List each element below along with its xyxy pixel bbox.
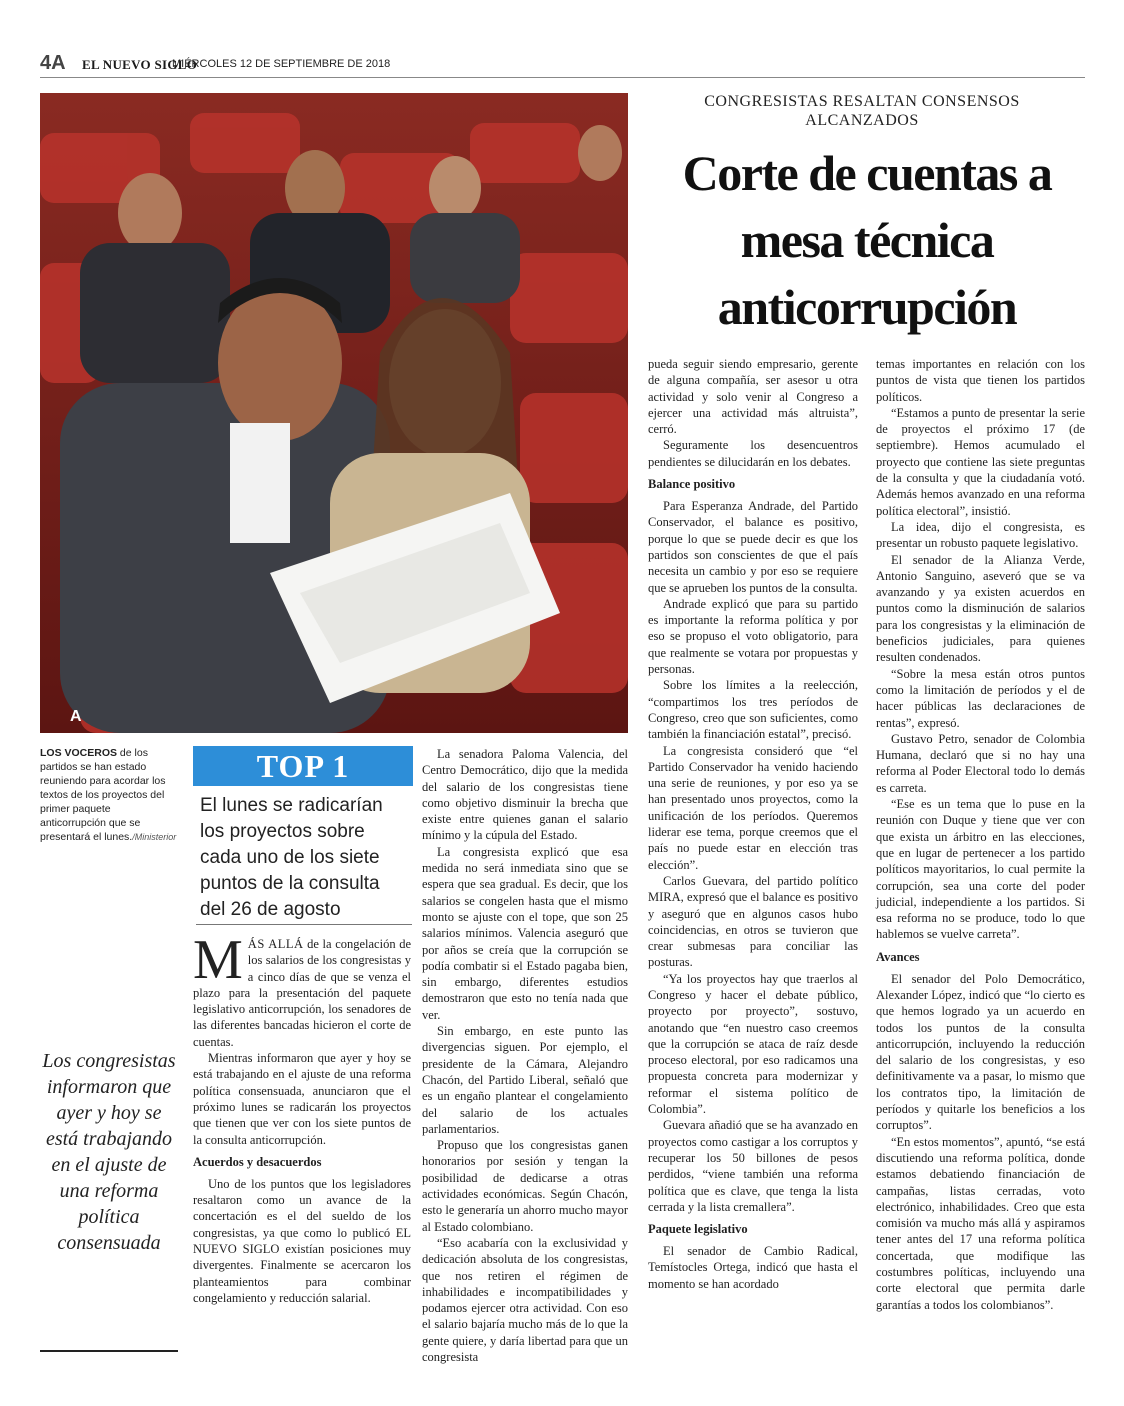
paragraph: Gustavo Petro, senador de Colombia Humana, declaró que si no hay una reforma al Poder Electoral todo lo demás es carreta. — [876, 731, 1085, 795]
top1-rule — [196, 924, 412, 925]
photo-illustration — [40, 93, 628, 733]
paragraph: El senador del Polo Democrático, Alexander López, indicó que “lo cierto es que hemos logrado ya un acuerdo en todos los puntos de la consulta anticorrupción, incluyendo la reducción del salario de los congresistas, y eso definitivamente va a pasar, lo mismo que los contratos tipo, la limitación de períodos y quitarle los beneficios a los corruptos”. — [876, 971, 1085, 1133]
paragraph: La senadora Paloma Valencia, del Centro Democrático, dijo que la medida del salario de los congresistas tiene como objetivo disminuir la brecha que existe entre quienes ganan el salario mínimo y la cúpula del Estado. — [422, 747, 628, 843]
lead-caps: ÁS ALLÁ — [247, 937, 304, 951]
paragraph: La congresista consideró que “el Partido Conservador ha venido haciendo una serie de reuniones, y por eso ya se han presentado unos proyectos, como la unificación de los períodos. Queremos liderar ese tema, porque creemos que el país no puede estar en elección tras elección”. — [648, 743, 858, 872]
subhead-paquete: Paquete legislativo — [648, 1222, 748, 1237]
paragraph: Uno de los puntos que los legisladores resaltaron como un avance de la concertación es el del sueldo de los congresistas, ya que como lo publicó EL NUEVO SIGLO existían posiciones muy divergentes. Finalmente se acercaron los planteamientos para combinar congelamiento y reducción salarial. — [193, 1176, 411, 1305]
paragraph: “Ya los proyectos hay que traerlos al Congreso y hacer el debate público, proyecto por proyecto”, sostuvo, anotando que “en nuestro caso creemos que la corrupción se ataca de raíz desde proceso electoral, por eso radicamos una propuesta concreta para modernizar y reformar el sistema político de Colombia”. — [648, 971, 858, 1117]
subhead-avances: Avances — [876, 949, 920, 964]
paragraph: El senador de la Alianza Verde, Antonio Sanguino, aseveró que se va avanzando y ya existen acuerdos en puntos como la disminución de salarios para los congresistas y la eliminación de beneficios judiciales, para quienes resulten condenados. — [876, 552, 1085, 665]
paragraph: Seguramente los desencuentros pendientes se dilucidarán en los debates. — [648, 438, 858, 469]
paragraph: “Estamos a punto de presentar la serie de proyectos el próximo 17 (de septiembre). Hemos acumulado el proyecto que contiene las siete preguntas de la consulta y que la ciudadanía votó. Además hemos avanzado en una reforma política electoral”, insistió. — [876, 405, 1085, 518]
lead-text: de la congelación de los salarios de los congresistas y a cinco días de que se venza el plazo para la presentación del paquete legislativo anticorrupción, los senadores de las diferentes bancadas hicieron el corte de cuentas. — [193, 937, 411, 1049]
paragraph: pueda seguir siendo empresario, gerente de alguna compañía, ser asesor u otra actividad y solo venir al Congreso a ejercer una actividad más altruista”, cerró. — [648, 357, 858, 437]
article-headline: Corte de cuentas a mesa técnica anticorrupción — [682, 145, 1052, 335]
top1-label: TOP 1 — [193, 746, 413, 786]
article-column-1 — [193, 929, 411, 1306]
lead-paragraph — [193, 929, 411, 1050]
masthead: EL NUEVO SIGLO — [82, 57, 198, 72]
paragraph: temas importantes en relación con los puntos de vista que tienen los partidos políticos. — [876, 357, 1085, 404]
photo-caption — [40, 746, 178, 844]
paragraph: El senador de Cambio Radical, Temístocles Ortega, indicó que hasta el momento se han acordado — [648, 1244, 858, 1291]
caption-text: de los partidos se han estado reuniendo para acordar los textos de los proyectos del primer paquete anticorrupción que se presentará el lunes. — [40, 747, 166, 843]
article-kicker: CONGRESISTAS RESALTAN CONSENSOS ALCANZADOS — [704, 93, 1020, 129]
photo-credit: /Ministerior — [132, 832, 177, 842]
paragraph: La idea, dijo el congresista, es presentar un robusto paquete legislativo. — [876, 519, 1085, 551]
paragraph: La congresista explicó que esa medida no será inmediata sino que se espera que sea gradual. Es decir, que los salarios se congelen hasta que el mismo monto se ajuste con el tope, que son 25 salarios mínimos. Valencia aseguró que por años se creía que la corrupción se podía combatir si el Estado pagaba bien, sin embargo, diferentes estudios demostraron que esto no tenía nada que ver. — [422, 844, 628, 1022]
article-column-3 — [648, 356, 858, 1292]
paragraph: Sobre los límites a la reelección, “compartimos los tres períodos de Congreso, creo que son suficientes, como también la financiación estatal”, precisó. — [648, 678, 858, 742]
paragraph: Andrade explicó que para su partido es importante la reforma política y por eso se propuso el voto obligatorio, para que realmente se votara por propuestas y personas. — [648, 596, 858, 677]
svg-text:A: A — [70, 708, 82, 725]
paragraph: Guevara añadió que se ha avanzado en proyectos como castigar a los corruptos y recuperar los 50 billones de pesos perdidos, “viene también una reforma política que es clave, que tenga la lista cerrada y la lista cremallera”. — [648, 1118, 858, 1214]
paragraph: “Ese es un tema que lo puse en la reunión con Duque y tiene que ver con que exista un árbitro en las elecciones, que en lugar de pertenecer a los partido políticos mayoritarios, lo cual permite la corrupción, sea una corte del poder judicial, independiente a los partidos. Si esa reforma no se produce, todo lo que hablemos se vuelve carreta”. — [876, 797, 1085, 942]
top1-text: El lunes se radicarían los proyectos sobre cada uno de los siete puntos de la consulta del 26 de agosto — [200, 795, 383, 920]
subhead-acuerdos: Acuerdos y desacuerdos — [193, 1154, 322, 1169]
article-column-4 — [876, 356, 1085, 1313]
pull-quote: Los congresistas informaron que ayer y hoy se está trabajando en el ajuste de una reforma política consensuada — [42, 1050, 176, 1254]
paragraph: “En estos momentos”, apuntó, “se está discutiendo una reforma política, donde estamos debatiendo financiación de campañas, listas cerradas, voto electrónico, inhabilidades. Creo que esta comisión va mucho más allá y aspiramos tener antes del 17 una reforma política concertada, que modifique las costumbres políticas, incluyendo una corte electoral que permita darle garantías a todos los colombianos”. — [876, 1134, 1085, 1312]
page-number: 4A — [40, 52, 66, 74]
paragraph: Propuso que los congresistas ganen honorarios por sesión y tengan la posibilidad de dedicarse a otras actividades económicas. Según Chacón, esto le generaría un ahorro mucho mayor al Estado colombiano. — [422, 1138, 628, 1234]
header-rule — [40, 77, 1085, 78]
paragraph: Mientras informaron que ayer y hoy se está trabajando en el ajuste de una reforma política consensuada, anunciaron que el próximo lunes se radicarán los proyectos que tienen que ver con los siete puntos de la consulta anticorrupción. — [193, 1051, 411, 1147]
paragraph: “Eso acabaría con la exclusividad y dedicación absoluta de los congresistas, que nos retiren el régimen de inhabilidades e incompatibilidades y podamos ejercer otra actividad. Con eso el salario bajaría mucho más de lo que la gente quiere, y daría libertad para que un congresista — [422, 1235, 628, 1364]
paragraph: Sin embargo, en este punto las divergencias siguen. Por ejemplo, el presidente de la Cámara, Alejandro Chacón, del Partido Liberal, señaló que es un engaño plantear el congelamiento del salario de los actuales parlamentarios. — [422, 1024, 628, 1136]
paragraph: Carlos Guevara, del partido político MIRA, expresó que el balance es positivo y aseguró que en algunos casos hubo coincidencias, en otros se tuvieron que crear submesas para conciliar las posturas. — [648, 873, 858, 970]
pull-quote-rule — [40, 1350, 178, 1352]
article-column-2 — [422, 746, 628, 1365]
article-photo — [40, 93, 628, 733]
issue-date: MIÉRCOLES 12 DE SEPTIEMBRE DE 2018 — [172, 58, 391, 70]
caption-lead: LOS VOCEROS — [40, 747, 118, 759]
drop-cap: M — [193, 929, 243, 991]
subhead-balance: Balance positivo — [648, 477, 736, 492]
paragraph: “Sobre la mesa están otros puntos como la limitación de períodos y el de hacer públicas las declaraciones de rentas”, expresó. — [876, 666, 1085, 730]
paragraph: Para Esperanza Andrade, del Partido Conservador, el balance es positivo, porque lo que se puede decir es que los partidos son conscientes de que el país necesita un cambio y por eso se requiere que se aprueben los puntos de la consulta. — [648, 499, 858, 595]
